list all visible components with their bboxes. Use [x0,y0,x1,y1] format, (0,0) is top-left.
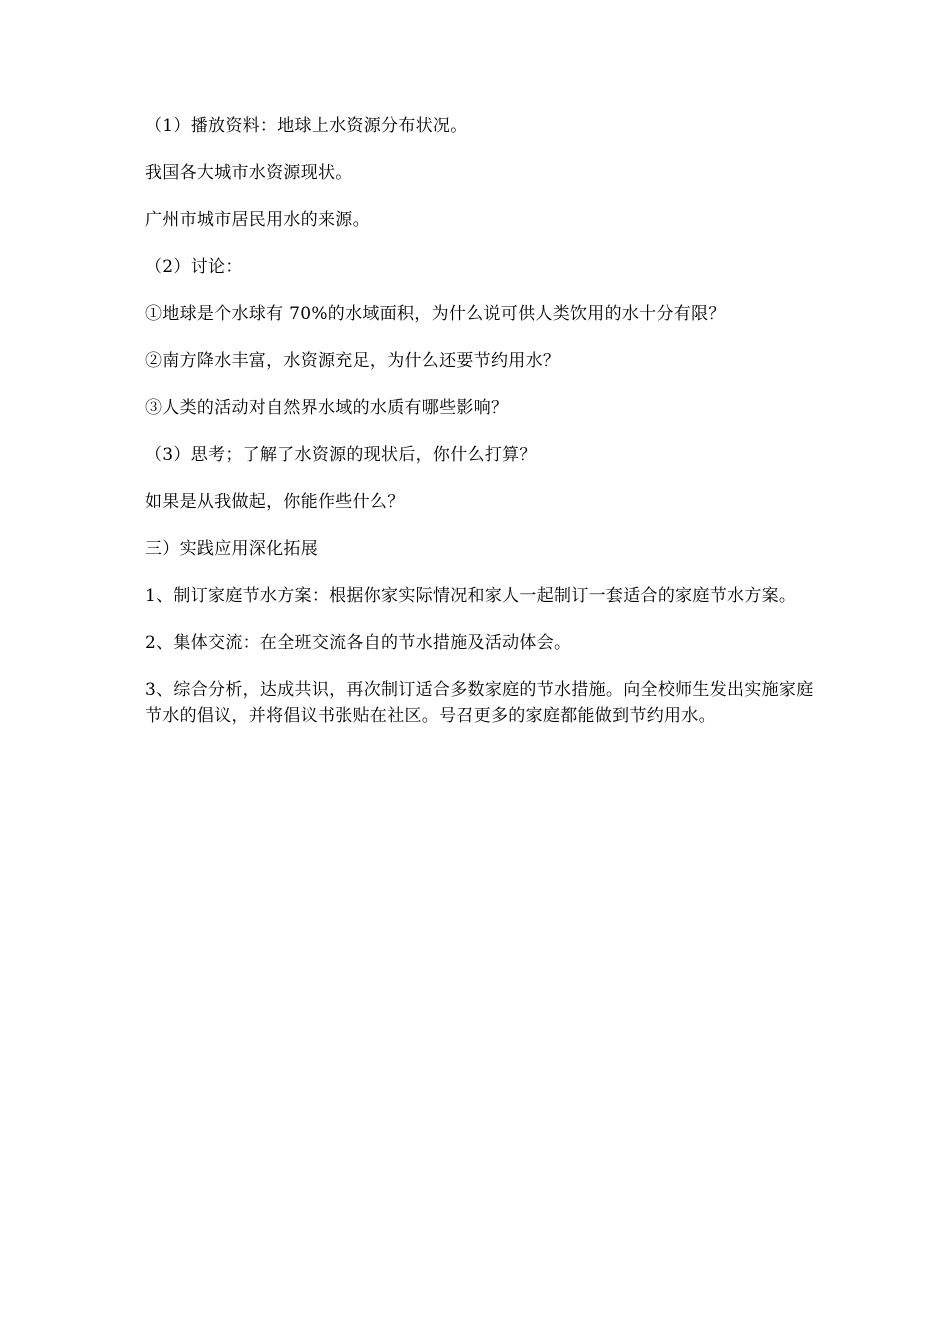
paragraph-play-materials: （1）播放资料：地球上水资源分布状况。 [145,116,468,136]
paragraph-think: （3）思考；了解了水资源的现状后，你什么打算？ [145,445,537,465]
paragraph-guangzhou-water-source: 广州市城市居民用水的来源。 [145,210,370,230]
section-heading-practice: 三）实践应用深化拓展 [145,539,318,559]
paragraph-discussion-heading: （2）讨论： [145,257,243,277]
paragraph-question-2: ②南方降水丰富，水资源充足，为什么还要节约用水？ [145,351,561,371]
paragraph-question-3: ③人类的活动对自然界水域的水质有哪些影响？ [145,398,509,418]
document-body [145,113,817,750]
paragraph-city-water-status: 我国各大城市水资源现状。 [145,163,353,183]
paragraph-start-from-me: 如果是从我做起，你能作些什么？ [145,492,405,512]
paragraph-item-2: 2、集体交流：在全班交流各自的节水措施及活动体会。 [145,633,572,653]
paragraph-item-1: 1、制订家庭节水方案：根据你家实际情况和家人一起制订一套适合的家庭节水方案。 [145,586,797,606]
paragraph-question-1: ①地球是个水球有 70%的水域面积，为什么说可供人类饮用的水十分有限？ [145,304,726,324]
paragraph-item-3: 3、综合分析，达成共识，再次制订适合多数家庭的节水措施。向全校师生发出实施家庭节水的倡议，并将倡议书张贴在社区。号召更多的家庭都能做到节约用水。 [145,680,814,726]
